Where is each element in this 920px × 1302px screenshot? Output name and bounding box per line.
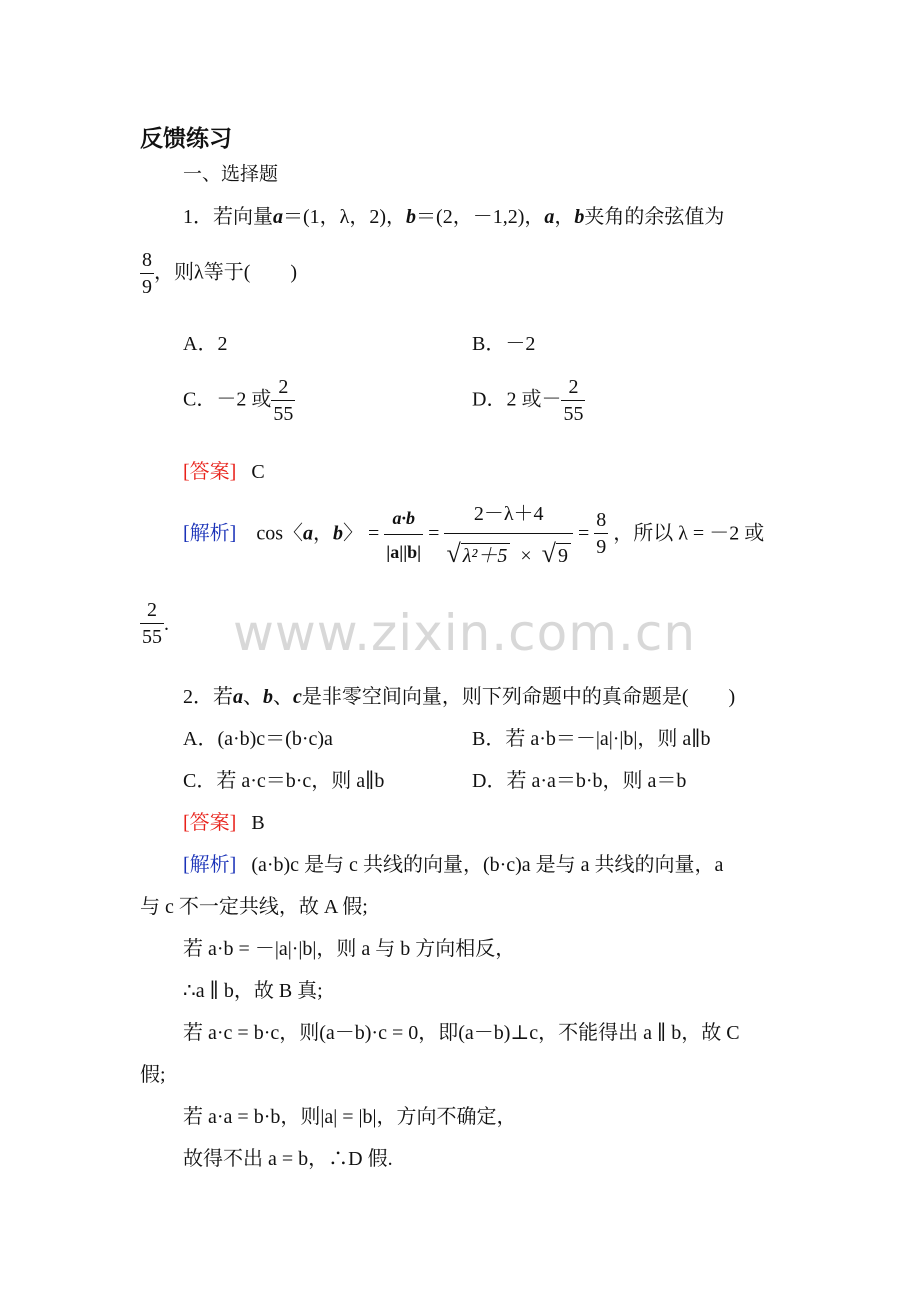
q2-option-b: B．若 a·b＝－|a|·|b|，则 a∥b [472,728,711,750]
q2-analysis-line5: 若 a·c = b·c，则(a－b)·c = 0，即(a－b)⊥c，不能得出 a ∥ b，故 C [183,1022,740,1044]
answer-label: [答案] [183,461,237,483]
q1-option-d: D．2 或－ $\frac{2}{55}$ [472,376,584,425]
vector-b: b [574,206,585,228]
fraction-dot-over-norms: $\frac{a\cdot b}{|a||b|}$ [384,505,423,562]
fraction-2-55: $\frac{2}{55}$ [142,599,162,648]
q2-analysis-line2: 与 c 不一定共线，故 A 假; [140,896,368,918]
q1-stem-cont [140,250,297,298]
q1-answer [183,462,265,482]
fraction-cos-expression: $\frac{2-\lambda+4}{\text{√ λ²＋5 × √ 9}}$ [444,500,573,567]
analysis-label: [解析] [183,522,237,545]
fraction-2-55: $\frac{2}{55}$ [563,376,584,425]
q1-b-value: ＝(2，－1,2)， [416,206,545,228]
q2-stem: 2．若a、b、c是非零空间向量，则下列命题中的真命题是( ) [183,686,736,708]
q2-option-d: D．若 a·a＝b·b，则 a＝b [472,770,687,792]
answer-value: B [251,812,265,834]
vector-a: a [273,206,283,228]
vector-b: b [406,206,417,228]
q2-analysis-line4: ∴a ∥ b，故 B 真; [183,980,323,1002]
q1-option-c: C．－2 或 $\frac{2}{55}$ [183,376,294,425]
q2-option-a: A．(a·b)c＝(b·c)a [183,728,333,750]
answer-label: [答案] [183,812,237,834]
q1-number: 1．若向量 [183,206,273,228]
fraction-2-55: $\frac{2}{55}$ [273,376,294,425]
q2-analysis-line7: 若 a·a = b·b，则|a| = |b|，方向不确定， [183,1106,517,1128]
q1-stem-tail: 夹角的余弦值为 [584,206,725,228]
q1-a-value: ＝(1，λ，2)， [283,206,407,228]
answer-value: C [251,461,265,483]
fraction-8-9: $\frac{8}{9}$ [596,508,607,558]
comma: ， [554,206,575,228]
vector-a: a [544,206,555,228]
q1-option-b: B．－2 [472,333,536,355]
q1-analysis-end: $\frac{2}{55}$ . [142,599,169,648]
q2-analysis-line1: [解析] (a·b)c 是与 c 共线的向量，(b·c)a 是与 a 共线的向量，a [183,854,724,876]
watermark: www.zixin.com.cn [233,604,697,662]
q1-stem [183,207,724,227]
fraction-8-9: $\frac{8}{9}$ [142,249,152,298]
page-title: 反馈练习 [140,126,232,152]
analysis-label: [解析] [183,854,237,876]
q1-stem-end: ，则λ等于( ) [154,261,298,284]
q2-analysis-line3: 若 a·b = －|a|·|b|，则 a 与 b 方向相反， [183,938,516,960]
q2-analysis-line6: 假; [140,1064,166,1086]
q1-option-a: A．2 [183,333,228,355]
q1-analysis: [解析] cos〈a，b〉 = $\frac{a\cdot b}{|a||b|}$ = $\frac{2-\lambda+4}{\text{√ λ²＋5 × √ 9}}$ = $\frac{8}{9}$ ，所以 λ = －2 或 [183,500,764,567]
q2-option-c: C．若 a·c＝b·c，则 a∥b [183,770,385,792]
q2-answer [183,813,265,833]
section-heading: 一、选择题 [183,163,279,185]
q2-analysis-line8: 故得不出 a = b，∴D 假. [183,1148,393,1170]
